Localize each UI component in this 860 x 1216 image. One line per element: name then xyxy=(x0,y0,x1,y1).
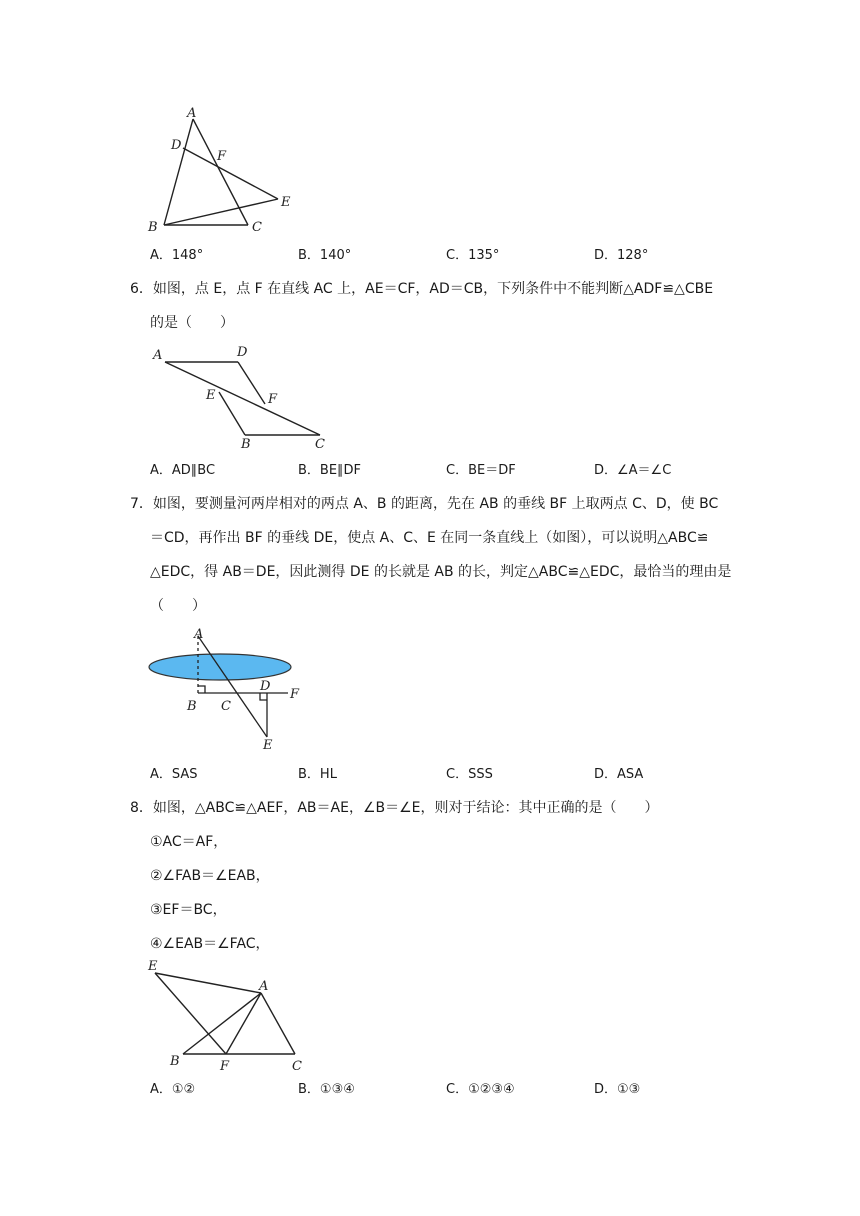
q8-line-ea xyxy=(155,973,261,993)
q8-stem-line1: 8．如图，△ABC≌△AEF，AB＝AE，∠B＝∠E，则对于结论：其中正确的是（ ） xyxy=(130,800,659,816)
q8-conclusion-4: ④∠EAB＝∠FAC， xyxy=(150,936,270,952)
q6-option-a: A．AD∥BC xyxy=(150,463,216,478)
q8-label-c: C xyxy=(292,1059,302,1074)
q6-label-e: E xyxy=(206,388,216,403)
q6-label-b: B xyxy=(241,437,251,452)
q6-label-d: D xyxy=(237,345,248,360)
q5-line-ab xyxy=(164,119,193,225)
q6-option-c: C．BE＝DF xyxy=(446,463,516,478)
q7-right-angle-b xyxy=(198,686,205,693)
q5-label-e: E xyxy=(281,195,291,210)
q5-label-b: B xyxy=(148,220,158,235)
q7-stem-line2: ＝CD，再作出 BF 的垂线 DE，使点 A、C、E 在同一条直线上（如图），可以说明△ABC≌ xyxy=(150,530,709,546)
q6-option-d: D．∠A＝∠C xyxy=(594,463,672,478)
q8-line-ab xyxy=(183,993,261,1054)
q5-label-d: D xyxy=(171,138,182,153)
q8-conclusion-1: ①AC＝AF， xyxy=(150,834,228,850)
q8-line-af xyxy=(226,993,261,1054)
q7-stem-line1: 7．如图，要测量河两岸相对的两点 A、B 的距离，先在 AB 的垂线 BF 上取两点 C、D，使 BC xyxy=(130,496,719,512)
q8-option-d: D．①③ xyxy=(594,1082,641,1097)
q7-stem-line4: （ ） xyxy=(150,598,206,614)
q6-line-ac xyxy=(165,362,320,435)
q8-line-ef xyxy=(155,973,226,1054)
q7-label-f: F xyxy=(290,687,300,702)
q7-label-c: C xyxy=(221,699,231,714)
q8-label-b: B xyxy=(170,1054,180,1069)
q7-label-a: A xyxy=(194,627,204,642)
q8-option-b: B．①③④ xyxy=(298,1082,355,1097)
q8-option-a: A．①② xyxy=(150,1082,196,1097)
q7-line-ae xyxy=(198,636,267,737)
q8-line-ac xyxy=(261,993,295,1054)
q5-label-a: A xyxy=(187,106,197,121)
q5-option-c: C．135° xyxy=(446,248,500,263)
q7-option-c: C．SSS xyxy=(446,767,493,782)
q7-option-b: B．HL xyxy=(298,767,337,782)
q5-option-d: D．128° xyxy=(594,248,649,263)
q5-option-a: A．148° xyxy=(150,248,204,263)
q6-figure xyxy=(145,340,345,455)
q7-river xyxy=(149,654,291,680)
q6-stem-line1: 6．如图，点 E，点 F 在直线 AC 上，AE＝CF，AD＝CB，下列条件中不能判断△ADF≌△CBE xyxy=(130,281,714,297)
q7-label-b: B xyxy=(187,699,197,714)
q5-label-f: F xyxy=(217,149,227,164)
q8-label-f: F xyxy=(220,1059,230,1074)
q7-label-d: D xyxy=(260,679,271,694)
q6-label-f: F xyxy=(268,392,278,407)
q7-option-a: A．SAS xyxy=(150,767,198,782)
q7-right-angle-d xyxy=(260,693,267,700)
q7-label-e: E xyxy=(263,738,273,753)
q5-figure xyxy=(140,100,310,240)
q8-label-e: E xyxy=(148,959,158,974)
q8-figure xyxy=(140,955,320,1077)
q6-label-c: C xyxy=(315,437,325,452)
q5-line-ac xyxy=(193,119,248,225)
q8-conclusion-2: ②∠FAB＝∠EAB， xyxy=(150,868,270,884)
q6-option-b: B．BE∥DF xyxy=(298,463,362,478)
q8-conclusion-3: ③EF＝BC， xyxy=(150,902,227,918)
q5-option-b: B．140° xyxy=(298,248,352,263)
q6-label-a: A xyxy=(153,348,163,363)
q8-label-a: A xyxy=(259,979,269,994)
q8-option-c: C．①②③④ xyxy=(446,1082,515,1097)
q7-figure xyxy=(140,622,320,757)
q5-label-c: C xyxy=(252,220,262,235)
q7-stem-line3: △EDC，得 AB＝DE，因此测得 DE 的长就是 AB 的长，判定△ABC≌△EDC，最恰当的理由是 xyxy=(150,564,732,580)
q6-stem-line2: 的是（ ） xyxy=(150,315,234,331)
q7-option-d: D．ASA xyxy=(594,767,644,782)
